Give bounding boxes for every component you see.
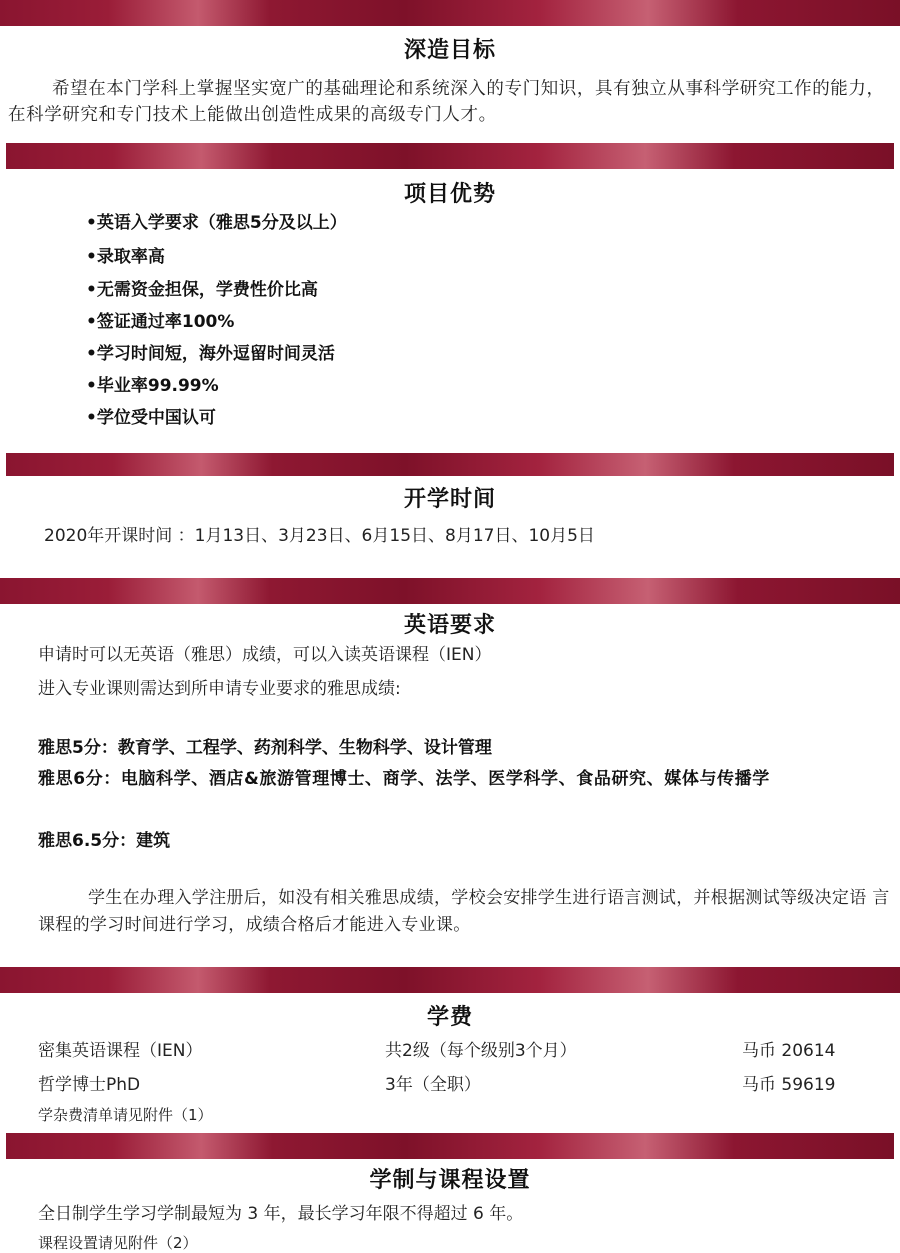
advantage-item: •毕业率99.99% xyxy=(86,376,219,396)
section-title-program: 学制与课程设置 xyxy=(369,1168,531,1193)
section-title-advantages: 项目优势 xyxy=(403,182,496,207)
fee-row-name: 密集英语课程（IEN） xyxy=(38,1041,203,1061)
intake-dates: 2020年开课时间 ：1月13日、3月23日、6月15日、8月17日、10月5日 xyxy=(44,526,595,546)
ielts-6-requirement: 雅思6分：电脑科学、酒店&旅游管理博士、商学、法学、医学科学、食品研究、媒体与传播学 xyxy=(38,769,770,789)
fee-row-price: 马币 20614 xyxy=(742,1041,836,1061)
decor-band-top xyxy=(0,0,900,26)
section-title-english: 英语要求 xyxy=(403,613,496,638)
english-line-2: 进入专业课则需达到所申请专业要求的雅思成绩: xyxy=(38,679,401,699)
english-line-1: 申请时可以无英语（雅思）成绩，可以入读英语课程（IEN） xyxy=(38,645,492,665)
advantage-item: •签证通过率100% xyxy=(86,312,235,332)
decor-band-english xyxy=(0,578,900,604)
ielts-65-requirement: 雅思6.5分：建筑 xyxy=(38,831,171,851)
advantage-item: •学习时间短，海外逗留时间灵活 xyxy=(86,344,335,364)
fee-row-duration: 共2级（每个级别3个月） xyxy=(385,1041,577,1061)
fee-row-name: 哲学博士PhD xyxy=(38,1075,141,1095)
decor-band-program xyxy=(6,1133,894,1159)
decor-band-intake xyxy=(6,453,894,476)
advantage-item: •学位受中国认可 xyxy=(86,408,216,428)
advantage-item: •英语入学要求（雅思5分及以上） xyxy=(86,213,347,233)
section-title-goal: 深造目标 xyxy=(403,38,496,63)
advantage-item: •无需资金担保，学费性价比高 xyxy=(86,280,318,300)
goal-paragraph: 希望在本门学科上掌握坚实宽广的基础理论和系统深入的专门知识，具有独立从事科学研究工作的能力，在科学研究和专门技术上能做出创造性成果的高级专门人才。 xyxy=(8,79,885,125)
advantage-item: •录取率高 xyxy=(86,247,165,267)
section-title-fees: 学费 xyxy=(426,1005,473,1030)
fee-row-price: 马币 59619 xyxy=(742,1075,836,1095)
ielts-5-requirement: 雅思5分：教育学、工程学、药剂科学、生物科学、设计管理 xyxy=(38,738,492,758)
english-note: 学生在办理入学注册后，如没有相关雅思成绩，学校会安排学生进行语言测试，并根据测试等级决定语 言课程的学习时间进行学习，成绩合格后才能进入专业课。 xyxy=(38,888,890,935)
fee-row-duration: 3年（全职） xyxy=(385,1075,481,1095)
program-attachment-note: 课程设置请见附件（2） xyxy=(38,1234,198,1252)
decor-band-advantages xyxy=(6,143,894,169)
decor-band-fees xyxy=(0,967,900,993)
fees-attachment-note: 学杂费清单请见附件（1） xyxy=(38,1106,213,1124)
section-title-intake: 开学时间 xyxy=(403,487,496,512)
program-duration: 全日制学生学习学制最短为 3 年，最长学习年限不得超过 6 年。 xyxy=(38,1204,524,1224)
